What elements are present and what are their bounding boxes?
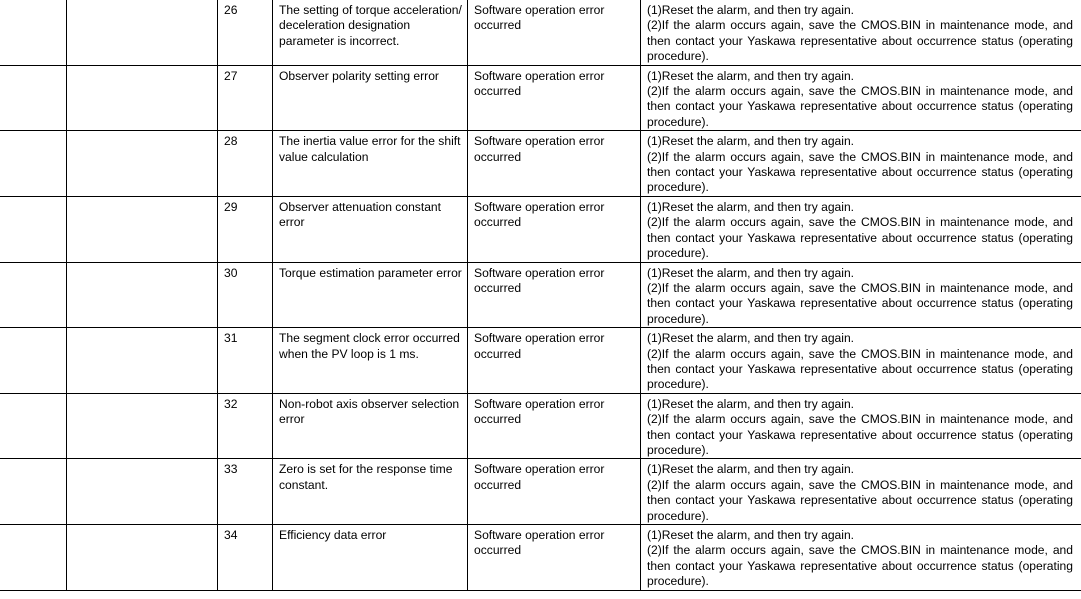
alarm-number-cell — [0, 393, 67, 459]
cause-cell — [468, 393, 641, 459]
remedy-step-2: (2)If the alarm occurs again, save the CMOS.BIN in maintenance mode, and then contact your Yaskawa representative about occurrence status (operating procedure). — [647, 346, 1073, 392]
remedy-step-1: (1)Reset the alarm, and then try again. — [647, 462, 855, 477]
alarm-number-cell — [0, 262, 67, 328]
cause-text: Software operation error occurred — [474, 528, 605, 558]
alarm-number-cell — [0, 459, 67, 525]
cause-text: Software operation error occurred — [474, 331, 605, 361]
remedy-cell — [641, 131, 1081, 197]
remedy-step-1: (1)Reset the alarm, and then try again. — [647, 396, 855, 411]
alarm-name-cell — [67, 328, 218, 394]
description-text: Observer attenuation constant error — [279, 199, 442, 230]
remedy-step-1: (1)Reset the alarm, and then try again. — [647, 331, 855, 346]
alarm-name-cell — [67, 393, 218, 459]
remedy-cell — [641, 328, 1081, 394]
cause-cell — [468, 328, 641, 394]
description-cell — [273, 196, 468, 262]
alarm-name-cell — [67, 525, 218, 591]
remedy-step-2: (2)If the alarm occurs again, save the CMOS.BIN in maintenance mode, and then contact your Yaskawa representative about occurrence status (operating procedure). — [647, 215, 1073, 261]
table-row — [0, 393, 1081, 459]
sub-code-cell — [218, 0, 273, 65]
remedy-cell — [641, 262, 1081, 328]
description-text: The setting of torque acceleration/ deceleration designation parameter is incorrect. — [279, 3, 462, 48]
table-row — [0, 459, 1081, 525]
remedy-step-2: (2)If the alarm occurs again, save the CMOS.BIN in maintenance mode, and then contact your Yaskawa representative about occurrence status (operating procedure). — [647, 412, 1073, 457]
remedy-step-2: (2)If the alarm occurs again, save the CMOS.BIN in maintenance mode, and then contact your Yaskawa representative about occurrence status (operating procedure). — [647, 543, 1073, 589]
alarm-name-cell — [67, 459, 218, 525]
sub-code-cell — [218, 131, 273, 197]
alarm-name-cell — [67, 262, 218, 328]
table-row — [0, 65, 1081, 131]
remedy-step-1: (1)Reset the alarm, and then try again. — [647, 134, 855, 149]
remedy-step-1: (1)Reset the alarm, and then try again. — [647, 528, 855, 542]
remedy-step-1: (1)Reset the alarm, and then try again. — [647, 3, 855, 17]
cause-cell — [468, 525, 641, 591]
description-cell — [273, 262, 468, 328]
sub-code: 34 — [224, 528, 238, 542]
remedy-cell — [641, 393, 1081, 459]
description-cell — [273, 0, 468, 65]
description-cell — [273, 65, 468, 131]
sub-code-cell — [218, 65, 273, 131]
remedy-step-2: (2)If the alarm occurs again, save the CMOS.BIN in maintenance mode, and then contact your Yaskawa representative about occurrence status (operating procedure). — [647, 18, 1073, 64]
sub-code-cell — [218, 525, 273, 591]
description-text: The inertia value error for the shift value calculation — [279, 134, 461, 164]
sub-code: 27 — [224, 68, 238, 83]
description-cell — [273, 131, 468, 197]
description-text: Non-robot axis observer selection error — [279, 396, 460, 427]
cause-cell — [468, 196, 641, 262]
sub-code: 29 — [224, 199, 238, 214]
remedy-step-2: (2)If the alarm occurs again, save the CMOS.BIN in maintenance mode, and then contact your Yaskawa representative about occurrence status (operating procedure). — [647, 149, 1073, 195]
sub-code-cell — [218, 328, 273, 394]
remedy-cell — [641, 196, 1081, 262]
remedy-step-1: (1)Reset the alarm, and then try again. — [647, 265, 855, 280]
table-row — [0, 262, 1081, 328]
sub-code: 31 — [224, 331, 238, 346]
description-text: Observer polarity setting error — [279, 68, 439, 83]
sub-code: 26 — [224, 3, 238, 17]
remedy-cell — [641, 459, 1081, 525]
sub-code-cell — [218, 393, 273, 459]
cause-cell — [468, 0, 641, 65]
remedy-cell — [641, 525, 1081, 591]
alarm-number-cell — [0, 131, 67, 197]
sub-code: 30 — [224, 265, 238, 280]
sub-code: 32 — [224, 396, 238, 411]
remedy-cell — [641, 65, 1081, 131]
cause-cell — [468, 65, 641, 131]
cause-text: Software operation error occurred — [474, 462, 605, 492]
description-cell — [273, 459, 468, 525]
table-row — [0, 525, 1081, 591]
cause-text: Software operation error occurred — [474, 265, 605, 295]
description-text: Zero is set for the response time constant. — [279, 462, 453, 492]
table-row — [0, 196, 1081, 262]
remedy-step-1: (1)Reset the alarm, and then try again. — [647, 199, 855, 214]
alarm-number-cell — [0, 0, 67, 65]
table-row — [0, 131, 1081, 197]
sub-code: 28 — [224, 134, 238, 149]
remedy-step-2: (2)If the alarm occurs again, save the CMOS.BIN in maintenance mode, and then contact your Yaskawa representative about occurrence status (operating procedure). — [647, 280, 1073, 326]
remedy-step-2: (2)If the alarm occurs again, save the CMOS.BIN in maintenance mode, and then contact your Yaskawa representative about occurrence status (operating procedure). — [647, 477, 1073, 523]
description-cell — [273, 393, 468, 459]
alarm-number-cell — [0, 525, 67, 591]
description-cell — [273, 328, 468, 394]
table-row — [0, 0, 1081, 65]
description-text: Torque estimation parameter error — [279, 265, 462, 280]
remedy-step-2: (2)If the alarm occurs again, save the CMOS.BIN in maintenance mode, and then contact your Yaskawa representative about occurrence status (operating procedure). — [647, 84, 1073, 129]
alarm-name-cell — [67, 0, 218, 65]
sub-code-cell — [218, 262, 273, 328]
cause-text: Software operation error occurred — [474, 199, 605, 230]
table-row — [0, 328, 1081, 394]
description-cell — [273, 525, 468, 591]
alarm-name-cell — [67, 65, 218, 131]
alarm-name-cell — [67, 196, 218, 262]
cause-text: Software operation error occurred — [474, 396, 605, 427]
alarm-number-cell — [0, 196, 67, 262]
description-text: The segment clock error occurred when the PV loop is 1 ms. — [279, 331, 460, 361]
cause-text: Software operation error occurred — [474, 3, 605, 33]
alarm-name-cell — [67, 131, 218, 197]
cause-text: Software operation error occurred — [474, 68, 605, 99]
description-text: Efficiency data error — [279, 528, 387, 542]
cause-text: Software operation error occurred — [474, 134, 605, 164]
remedy-step-1: (1)Reset the alarm, and then try again. — [647, 68, 855, 83]
sub-code-cell — [218, 459, 273, 525]
sub-code: 33 — [224, 462, 238, 477]
sub-code-cell — [218, 196, 273, 262]
remedy-cell — [641, 0, 1081, 65]
alarm-number-cell — [0, 65, 67, 131]
cause-cell — [468, 459, 641, 525]
cause-cell — [468, 131, 641, 197]
alarm-number-cell — [0, 328, 67, 394]
cause-cell — [468, 262, 641, 328]
